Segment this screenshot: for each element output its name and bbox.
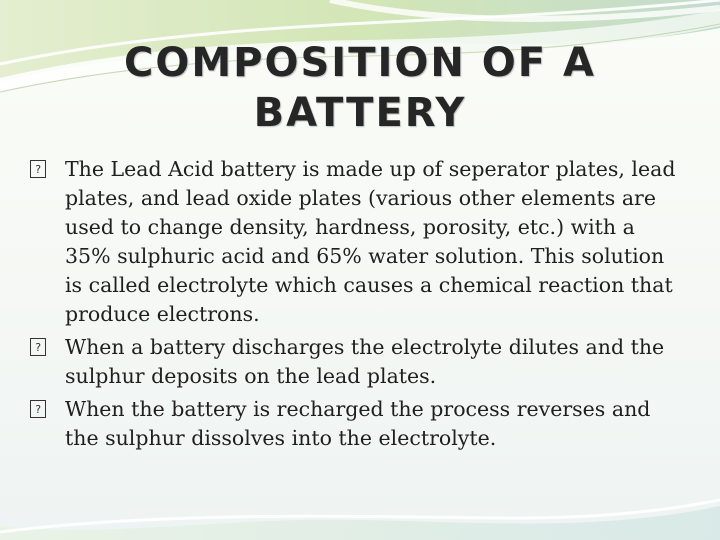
bullet-text: The Lead Acid battery is made up of seperator plates, lead plates, and lead oxide plates (various other elements are used to change density, hardness, porosity, etc.) with a 35% sulphuric acid and 65% water solution. This solution is called electrolyte which causes a chemical reaction that produce electrons. — [65, 157, 676, 326]
bullet-text: When a battery discharges the electrolyte dilutes and the sulphur deposits on the lead plates. — [65, 335, 665, 388]
bullet-item — [30, 155, 680, 329]
bullet-text: When the battery is recharged the process reverses and the sulphur dissolves into the electrolyte. — [65, 397, 651, 450]
bullet-placeholder-icon: ? — [30, 160, 46, 178]
bullet-item — [30, 333, 680, 391]
bullet-placeholder-icon: ? — [30, 400, 46, 418]
slide-title — [60, 38, 660, 138]
bullet-placeholder-icon: ? — [30, 338, 46, 356]
bullet-list — [30, 155, 680, 457]
slide-title-line-2: BATTERY — [253, 90, 467, 136]
bullet-item — [30, 395, 680, 453]
slide-title-line-1: COMPOSITION OF A — [124, 40, 596, 86]
